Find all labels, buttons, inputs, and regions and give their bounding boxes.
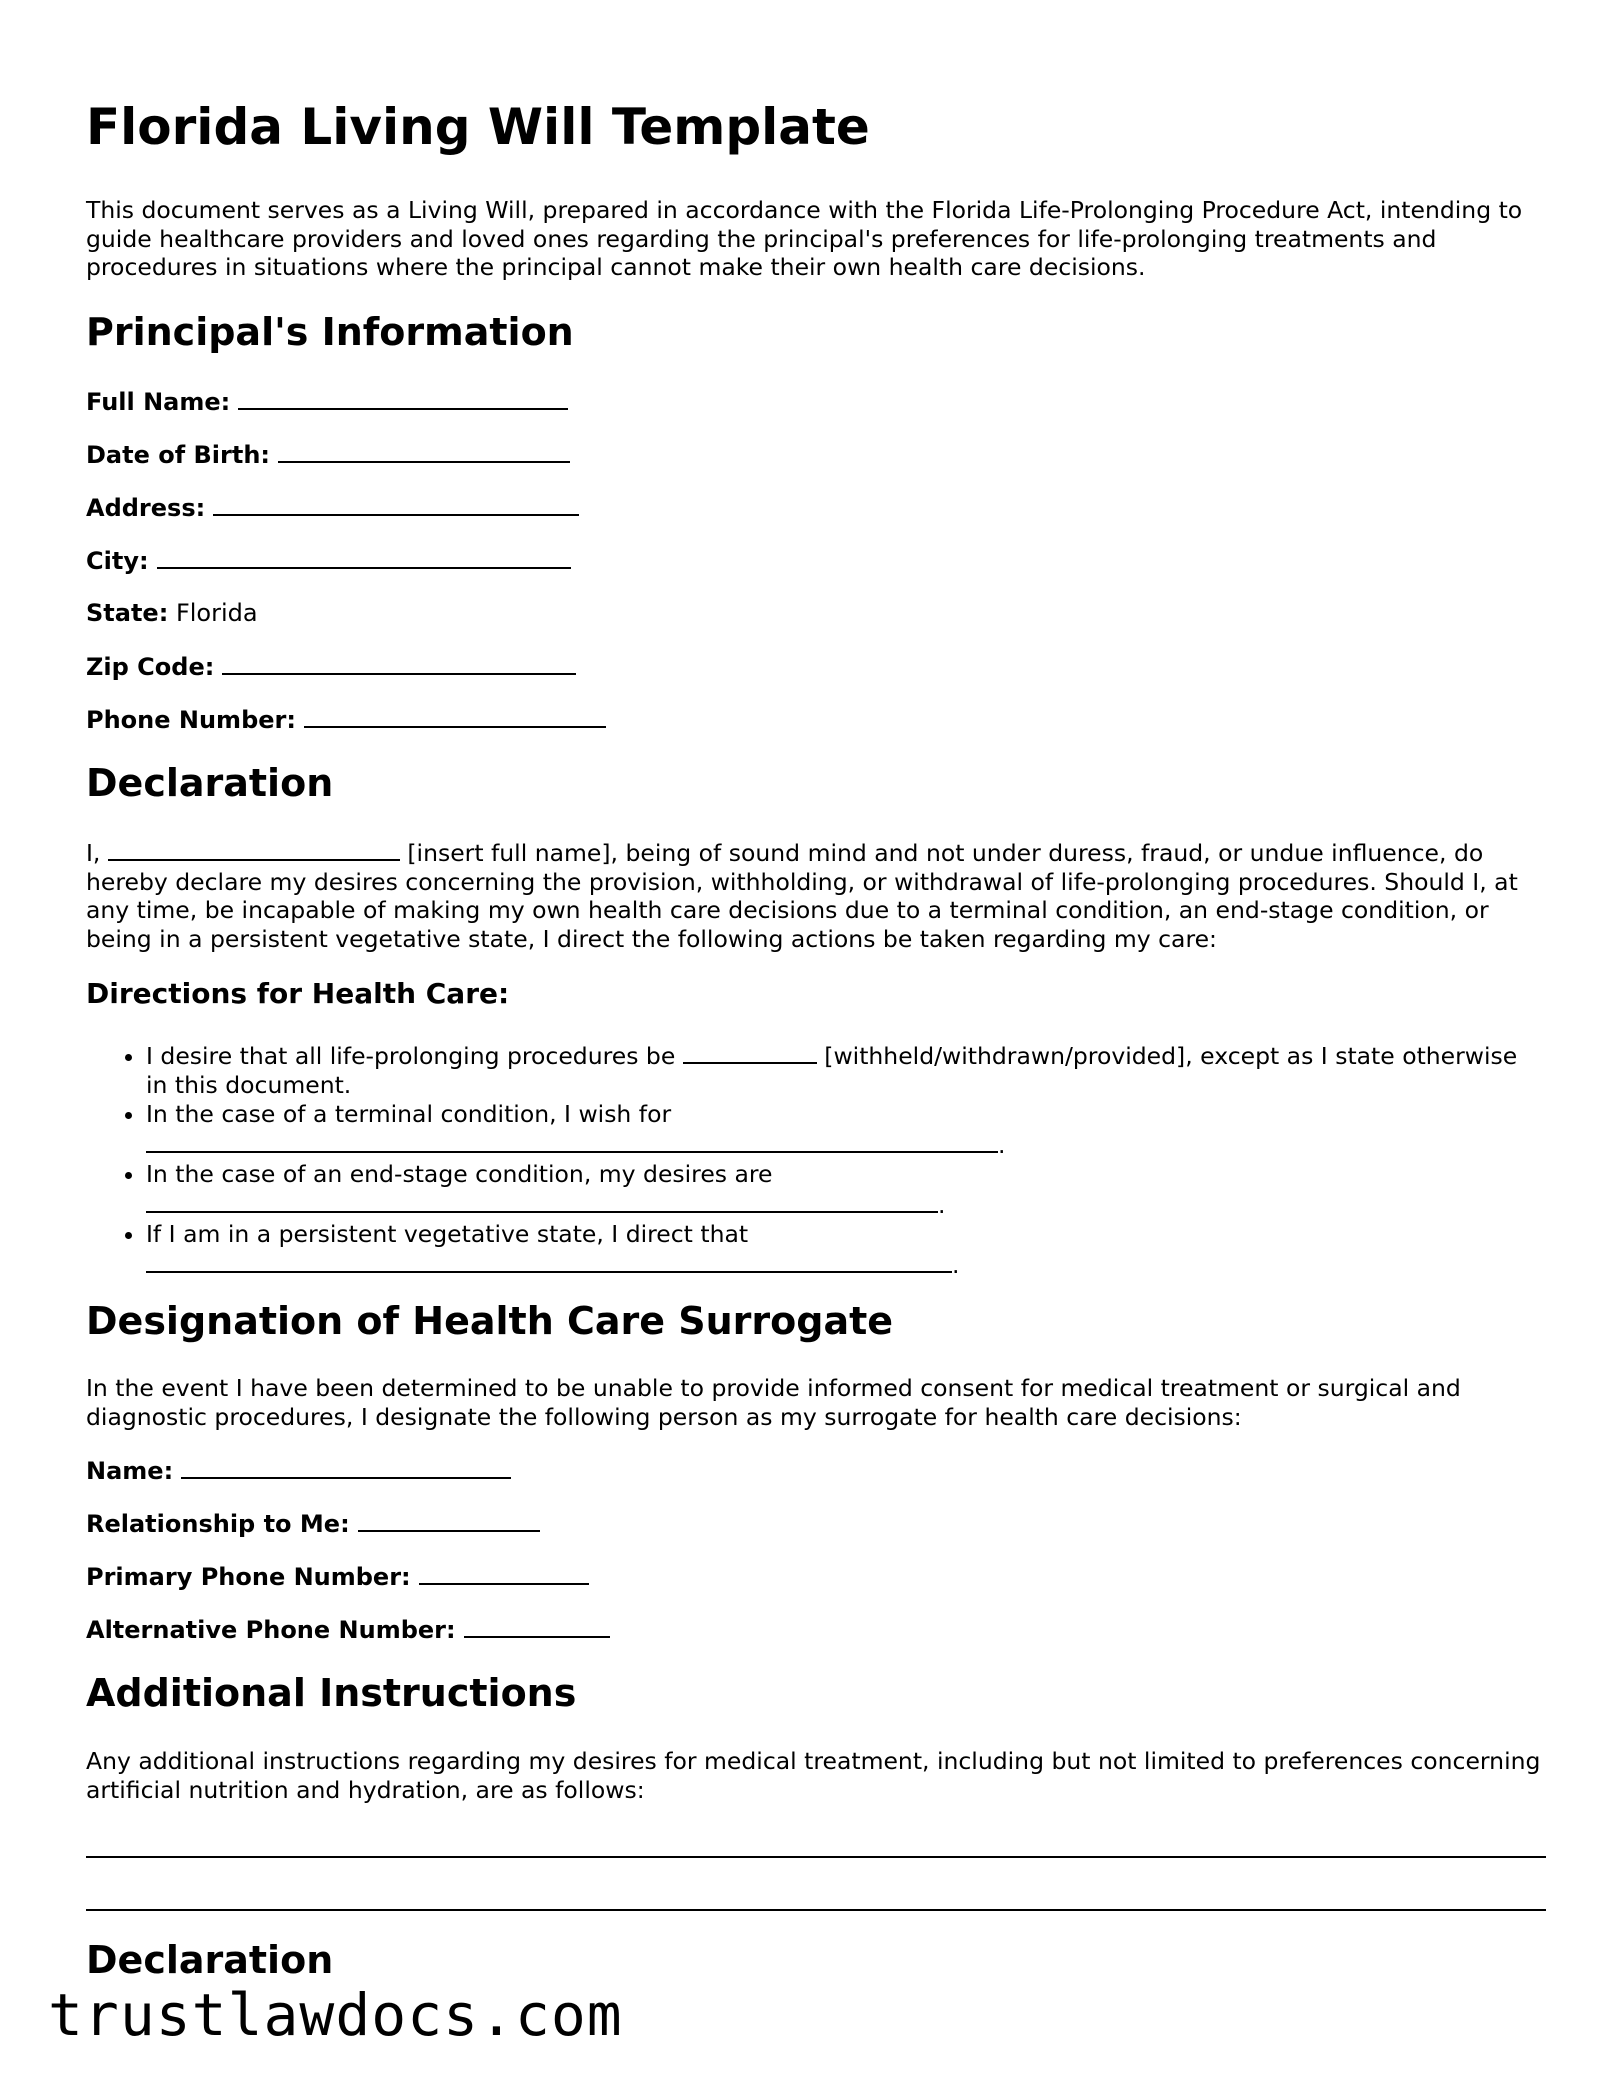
address-field — [86, 492, 579, 523]
alt-phone-field — [86, 1614, 610, 1645]
dob-field — [86, 439, 570, 470]
direction-3-line — [146, 1189, 1546, 1220]
city-label: City: — [86, 547, 149, 575]
zip-blank[interactable] — [222, 651, 576, 675]
declaration-heading: Declaration — [86, 761, 334, 805]
declaration-2-heading: Declaration — [86, 1938, 334, 1982]
declaration-paragraph — [86, 837, 1546, 953]
direction-1-text-b: [withheld/withdrawn/provided], except as I state otherwise in this document. — [146, 1042, 1518, 1099]
direction-2-blank[interactable] — [146, 1129, 998, 1153]
directions-heading: Directions for Health Care: — [86, 977, 510, 1010]
direction-1-text-a: I desire that all life-prolonging procedures be — [146, 1042, 676, 1070]
surrogate-name-label: Name: — [86, 1457, 174, 1485]
list-item — [146, 1100, 1546, 1160]
directions-list — [86, 1040, 1546, 1280]
full-name-blank[interactable] — [238, 386, 568, 410]
list-item — [146, 1160, 1546, 1220]
declaration-text: [insert full name], being of sound mind and not under duress, fraud, or undue influence, do hereby declare my desires concerning the provision, withholding, or withdrawal of life-prolonging procedures. Should I, at any time, be incapable of making my own health care decisions due to a terminal condition, an end-stage condition, or being in a persistent vegetative state, I direct the following actions be taken regarding my care: — [86, 839, 1518, 953]
address-label: Address: — [86, 494, 206, 522]
direction-3-blank[interactable] — [146, 1189, 938, 1213]
additional-line-2[interactable] — [86, 1909, 1546, 1911]
relationship-blank[interactable] — [358, 1508, 540, 1532]
phone-blank[interactable] — [304, 704, 606, 728]
state-field — [86, 598, 258, 628]
address-blank[interactable] — [213, 492, 579, 516]
surrogate-paragraph: In the event I have been determined to be unable to provide informed consent for medical treatment or surgical and diagnostic procedures, I designate the following person as my surrogate for health care decisions: — [86, 1374, 1461, 1431]
surrogate-name-field — [86, 1455, 511, 1486]
direction-4-line — [146, 1249, 1546, 1280]
surrogate-heading: Designation of Health Care Surrogate — [86, 1299, 894, 1343]
zip-field — [86, 651, 576, 682]
direction-2-period: . — [998, 1131, 1006, 1159]
declarant-name-blank[interactable] — [108, 837, 400, 861]
list-item — [146, 1040, 1546, 1100]
surrogate-name-blank[interactable] — [181, 1455, 511, 1479]
dob-blank[interactable] — [278, 439, 570, 463]
primary-phone-blank[interactable] — [419, 1561, 589, 1585]
list-item — [146, 1220, 1546, 1280]
primary-phone-label: Primary Phone Number: — [86, 1563, 411, 1591]
watermark: trustlawdocs.com — [48, 1981, 623, 2049]
additional-line-1[interactable] — [86, 1856, 1546, 1858]
direction-1-blank[interactable] — [683, 1040, 817, 1064]
city-blank[interactable] — [157, 545, 571, 569]
city-field — [86, 545, 571, 576]
direction-4-period: . — [952, 1251, 960, 1279]
full-name-label: Full Name: — [86, 388, 231, 416]
alt-phone-label: Alternative Phone Number: — [86, 1616, 456, 1644]
principal-heading: Principal's Information — [86, 310, 574, 354]
intro-paragraph: This document serves as a Living Will, prepared in accordance with the Florida Life-Prolonging Procedure Act, intending to guide healthcare providers and loved ones regarding the principal's preferences for life-prolonging treatments and procedures in situations where the principal cannot make their own health care decisions. — [86, 196, 1523, 281]
direction-2-text: In the case of a terminal condition, I wish for — [146, 1100, 672, 1128]
state-value: Florida — [175, 599, 258, 627]
additional-paragraph: Any additional instructions regarding my desires for medical treatment, including but not limited to preferences concerning artificial nutrition and hydration, are as follows: — [86, 1747, 1541, 1804]
direction-3-text: In the case of an end-stage condition, my desires are — [146, 1160, 773, 1188]
phone-field — [86, 704, 606, 735]
direction-3-period: . — [938, 1191, 946, 1219]
state-label: State: — [86, 599, 169, 627]
phone-label: Phone Number: — [86, 706, 296, 734]
full-name-field — [86, 386, 568, 417]
dob-label: Date of Birth: — [86, 441, 271, 469]
relationship-label: Relationship to Me: — [86, 1510, 350, 1538]
direction-2-line — [146, 1129, 1546, 1160]
direction-4-text: If I am in a persistent vegetative state, I direct that — [146, 1220, 749, 1248]
direction-4-blank[interactable] — [146, 1249, 952, 1273]
document-title: Florida Living Will Template — [86, 98, 870, 156]
primary-phone-field — [86, 1561, 589, 1592]
zip-label: Zip Code: — [86, 653, 215, 681]
declaration-prefix: I, — [86, 839, 101, 867]
relationship-field — [86, 1508, 540, 1539]
alt-phone-blank[interactable] — [464, 1614, 610, 1638]
additional-heading: Additional Instructions — [86, 1671, 577, 1715]
